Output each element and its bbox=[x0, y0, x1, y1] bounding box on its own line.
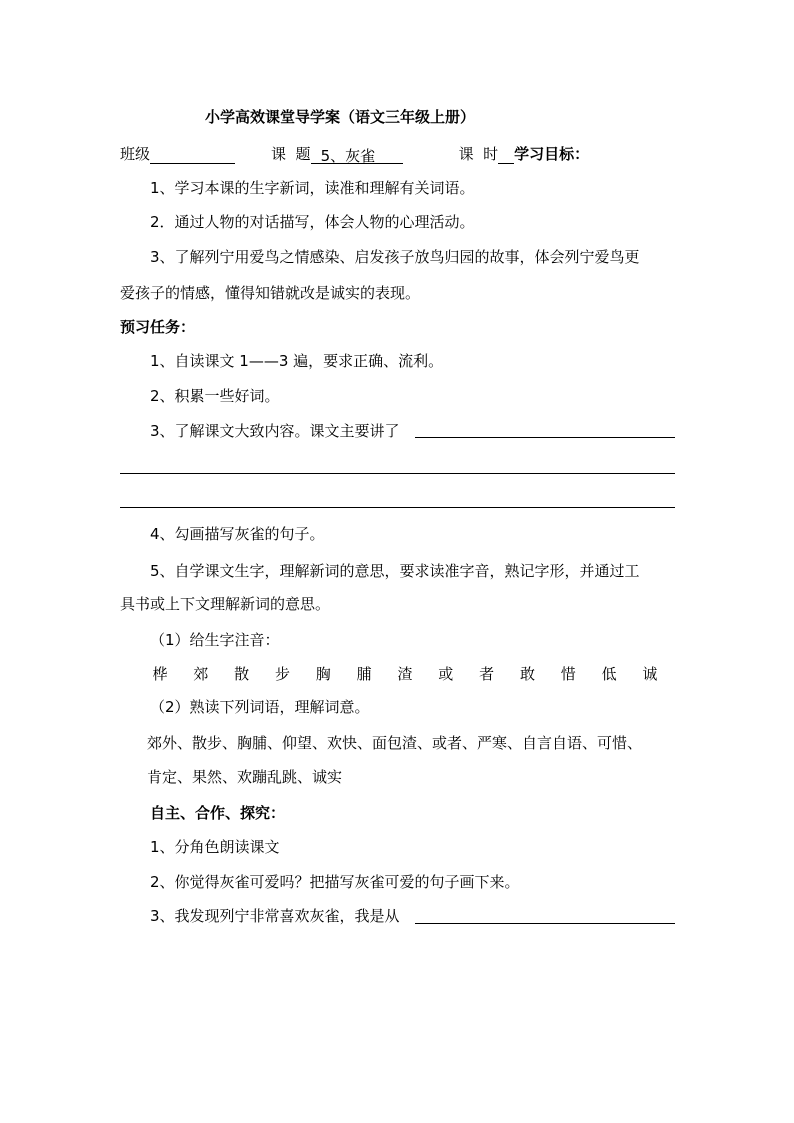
word-list-line: 肯定、果然、欢蹦乱跳、诚实 bbox=[147, 768, 343, 786]
subject-value: 5、灰雀 bbox=[311, 146, 403, 164]
answer-blank-line bbox=[415, 437, 675, 438]
char-item: 惜 bbox=[560, 665, 576, 683]
period-blank bbox=[498, 145, 514, 164]
sub-task-words: （2）熟读下列词语，理解词意。 bbox=[150, 698, 370, 716]
char-item: 胸 bbox=[315, 665, 331, 683]
period-label: 课 时 bbox=[458, 145, 499, 163]
preview-item: 2、积累一些好词。 bbox=[150, 387, 280, 405]
char-item: 诚 bbox=[642, 665, 658, 683]
page-title: 小学高效课堂导学案（语文三年级上册） bbox=[205, 108, 476, 126]
char-item: 郊 bbox=[193, 665, 209, 683]
char-item: 脯 bbox=[356, 665, 372, 683]
class-label: 班级 bbox=[120, 145, 151, 163]
goal-item-continued: 爱孩子的情感，懂得知错就改是诚实的表现。 bbox=[120, 284, 421, 302]
preview-item: 3、了解课文大致内容。课文主要讲了 bbox=[150, 422, 400, 440]
explore-heading: 自主、合作、探究： bbox=[150, 804, 286, 822]
class-blank bbox=[150, 145, 235, 164]
answer-blank-line bbox=[415, 923, 675, 924]
preview-item: 4、勾画描写灰雀的句子。 bbox=[150, 525, 325, 543]
goal-item: 1、学习本课的生字新词，读准和理解有关词语。 bbox=[150, 179, 475, 197]
char-item: 者 bbox=[479, 665, 495, 683]
char-item: 或 bbox=[438, 665, 454, 683]
explore-item: 1、分角色朗读课文 bbox=[150, 838, 280, 856]
word-list-line: 郊外、散步、胸脯、仰望、欢快、面包渣、或者、严寒、自言自语、可惜、 bbox=[147, 734, 643, 752]
preview-item-continued: 具书或上下文理解新词的意思。 bbox=[120, 595, 331, 613]
explore-item: 3、我发现列宁非常喜欢灰雀，我是从 bbox=[150, 907, 400, 925]
subject-label: 课 题 bbox=[271, 145, 311, 163]
preview-item: 5、自学课文生字，理解新词的意思，要求读准字音，熟记字形，并通过工 bbox=[150, 562, 640, 580]
char-item: 步 bbox=[274, 665, 290, 683]
preview-heading: 预习任务： bbox=[120, 318, 196, 336]
char-item: 渣 bbox=[397, 665, 413, 683]
sub-task-pinyin: （1）给生字注音： bbox=[150, 631, 280, 649]
goal-item: 3、了解列宁用爱鸟之情感染、启发孩子放鸟归园的故事，体会列宁爱鸟更 bbox=[150, 248, 640, 266]
lesson-meta-row bbox=[120, 144, 589, 164]
goal-item: 2．通过人物的对话描写，体会人物的心理活动。 bbox=[150, 213, 475, 231]
explore-item: 2、你觉得灰雀可爱吗？把描写灰雀可爱的句子画下来。 bbox=[150, 873, 520, 891]
preview-item: 1、自读课文 1——3 遍，要求正确、流利。 bbox=[150, 352, 444, 370]
character-list bbox=[150, 663, 660, 684]
answer-blank-line bbox=[120, 507, 675, 508]
char-item: 低 bbox=[601, 665, 617, 683]
answer-blank-line bbox=[120, 473, 675, 474]
char-item: 桦 bbox=[152, 665, 168, 683]
goals-label: 学习目标： bbox=[514, 145, 590, 163]
char-item: 散 bbox=[234, 665, 250, 683]
char-item: 敢 bbox=[519, 665, 535, 683]
